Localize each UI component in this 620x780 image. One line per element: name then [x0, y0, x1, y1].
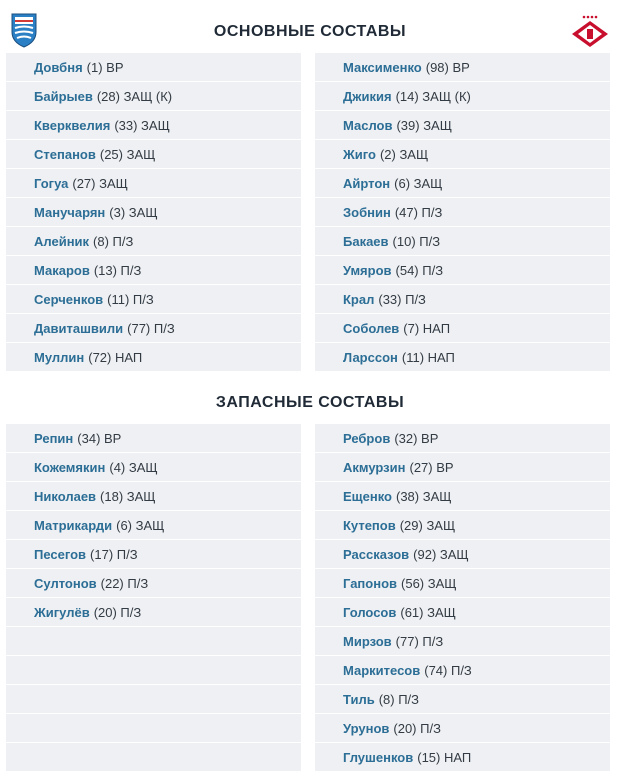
player-row [6, 569, 301, 597]
player-row [315, 540, 610, 568]
player-name-link[interactable]: Муллин [34, 349, 85, 365]
player-number-position: (47) П/З [394, 204, 443, 220]
empty-row [6, 743, 301, 771]
player-name-link[interactable]: Акмурзин [343, 459, 406, 475]
player-name-link[interactable]: Ребров [343, 430, 391, 446]
player-number-position: (77) П/З [395, 633, 444, 649]
player-number-position: (4) ЗАЩ [109, 459, 158, 475]
player-row [315, 198, 610, 226]
player-number-position: (38) ЗАЩ [396, 488, 452, 504]
player-number-position: (3) ЗАЩ [109, 204, 158, 220]
player-row [315, 743, 610, 771]
player-row [315, 111, 610, 139]
player-row [6, 140, 301, 168]
player-name-link[interactable]: Кутепов [343, 517, 396, 533]
player-row [6, 53, 301, 81]
player-number-position: (15) НАП [417, 749, 472, 765]
player-name-link[interactable]: Кверквелия [34, 117, 111, 133]
player-number-position: (39) ЗАЩ [396, 117, 452, 133]
player-number-position: (92) ЗАЩ [413, 546, 469, 562]
player-row [315, 314, 610, 342]
player-row [315, 656, 610, 684]
player-name-link[interactable]: Джикия [343, 88, 392, 104]
player-row [315, 453, 610, 481]
player-number-position: (20) П/З [393, 720, 441, 736]
player-row [6, 82, 301, 110]
player-number-position: (61) ЗАЩ [400, 604, 456, 620]
player-number-position: (14) ЗАЩ (К) [395, 88, 471, 104]
player-number-position: (33) ЗАЩ [114, 117, 170, 133]
player-number-position: (2) ЗАЩ [379, 146, 429, 162]
player-name-link[interactable]: Довбня [34, 59, 83, 75]
player-row [6, 511, 301, 539]
player-number-position: (13) П/З [93, 262, 142, 278]
player-number-position: (6) ЗАЩ [116, 517, 165, 533]
starting-lineups-title: ОСНОВНЫЕ СОСТАВЫ [213, 23, 407, 40]
player-name-link[interactable]: Алейник [34, 233, 90, 249]
player-row [315, 169, 610, 197]
player-number-position: (18) ЗАЩ [100, 488, 156, 504]
player-number-position: (98) ВР [425, 59, 470, 75]
player-row [315, 285, 610, 313]
player-number-position: (1) ВР [86, 59, 124, 75]
player-name-link[interactable]: Макаров [34, 262, 90, 278]
player-name-link[interactable]: Рассказов [343, 546, 410, 562]
player-number-position: (32) ВР [394, 430, 439, 446]
player-row [315, 140, 610, 168]
starting-home-list [6, 53, 301, 372]
player-name-link[interactable]: Ларссон [343, 349, 398, 365]
player-name-link[interactable]: Степанов [34, 146, 96, 162]
player-row [315, 482, 610, 510]
player-row [6, 169, 301, 197]
player-number-position: (33) П/З [378, 291, 426, 307]
player-name-link[interactable]: Байрыев [34, 88, 93, 104]
player-row [6, 424, 301, 452]
player-row [315, 227, 610, 255]
player-name-link[interactable]: Голосов [343, 604, 397, 620]
player-number-position: (28) ЗАЩ (К) [96, 88, 173, 104]
player-name-link[interactable]: Максименко [343, 59, 422, 75]
empty-row [6, 627, 301, 655]
player-row [315, 343, 610, 371]
player-number-position: (27) ВР [409, 459, 454, 475]
player-name-link[interactable]: Умяров [343, 262, 392, 278]
player-name-link[interactable]: Бакаев [343, 233, 389, 249]
player-row [315, 569, 610, 597]
player-row [6, 285, 301, 313]
player-row [315, 627, 610, 655]
substitutes-title: ЗАПАСНЫЕ СОСТАВЫ [215, 394, 405, 411]
player-row [6, 453, 301, 481]
player-name-link[interactable]: Гапонов [343, 575, 398, 591]
player-row [6, 256, 301, 284]
player-number-position: (8) П/З [378, 691, 419, 707]
player-name-link[interactable]: Глушенков [343, 749, 414, 765]
player-number-position: (22) П/З [100, 575, 149, 591]
player-row [315, 714, 610, 742]
subs-away-list [315, 424, 610, 772]
player-name-link[interactable]: Урунов [343, 720, 390, 736]
player-row [6, 343, 301, 371]
player-number-position: (8) П/З [93, 233, 134, 249]
player-name-link[interactable]: Ещенко [343, 488, 392, 504]
player-name-link[interactable]: Жигулёв [34, 604, 90, 620]
player-row [315, 511, 610, 539]
empty-row [6, 685, 301, 713]
player-name-link[interactable]: Мирзов [343, 633, 392, 649]
empty-row [6, 714, 301, 742]
player-number-position: (77) П/З [127, 320, 175, 336]
player-name-link[interactable]: Николаев [34, 488, 97, 504]
player-number-position: (27) ЗАЩ [72, 175, 128, 191]
player-name-link[interactable]: Матрикарди [34, 517, 113, 533]
subs-home-list [6, 424, 301, 772]
player-number-position: (74) П/З [424, 662, 472, 678]
player-number-position: (11) П/З [107, 291, 154, 307]
player-name-link[interactable]: Кожемякин [34, 459, 106, 475]
player-row [6, 540, 301, 568]
player-number-position: (34) ВР [77, 430, 122, 446]
player-row [315, 598, 610, 626]
starting-away-list [315, 53, 610, 372]
player-number-position: (56) ЗАЩ [401, 575, 457, 591]
player-row [6, 598, 301, 626]
player-name-link[interactable]: Давиташвили [34, 320, 124, 336]
player-row [6, 111, 301, 139]
player-row [6, 482, 301, 510]
player-number-position: (17) П/З [90, 546, 138, 562]
player-row [315, 82, 610, 110]
empty-row [6, 656, 301, 684]
player-name-link[interactable]: Айртон [343, 175, 391, 191]
player-name-link[interactable]: Жиго [343, 146, 376, 162]
player-name-link[interactable]: Манучарян [34, 204, 106, 220]
player-row [315, 424, 610, 452]
player-row [6, 314, 301, 342]
player-number-position: (25) ЗАЩ [99, 146, 156, 162]
player-name-link[interactable]: Маркитесов [343, 662, 421, 678]
player-name-link[interactable]: Гогуа [34, 175, 69, 191]
player-row [315, 256, 610, 284]
player-number-position: (20) П/З [93, 604, 142, 620]
player-number-position: (11) НАП [401, 349, 455, 365]
player-row [315, 685, 610, 713]
player-name-link[interactable]: Маслов [343, 117, 393, 133]
player-number-position: (72) НАП [88, 349, 143, 365]
player-number-position: (10) П/З [392, 233, 441, 249]
player-number-position: (29) ЗАЩ [399, 517, 456, 533]
player-number-position: (7) НАП [403, 320, 451, 336]
player-row [315, 53, 610, 81]
player-name-link[interactable]: Серченков [34, 291, 104, 307]
player-row [6, 227, 301, 255]
player-number-position: (6) ЗАЩ [394, 175, 443, 191]
player-name-link[interactable]: Султонов [34, 575, 97, 591]
player-row [6, 198, 301, 226]
player-name-link[interactable]: Песегов [34, 546, 87, 562]
player-number-position: (54) П/З [395, 262, 444, 278]
player-name-link[interactable]: Крал [343, 291, 375, 307]
player-name-link[interactable]: Тиль [343, 691, 375, 707]
player-name-link[interactable]: Соболев [343, 320, 400, 336]
player-name-link[interactable]: Репин [34, 430, 74, 446]
player-name-link[interactable]: Зобнин [343, 204, 391, 220]
